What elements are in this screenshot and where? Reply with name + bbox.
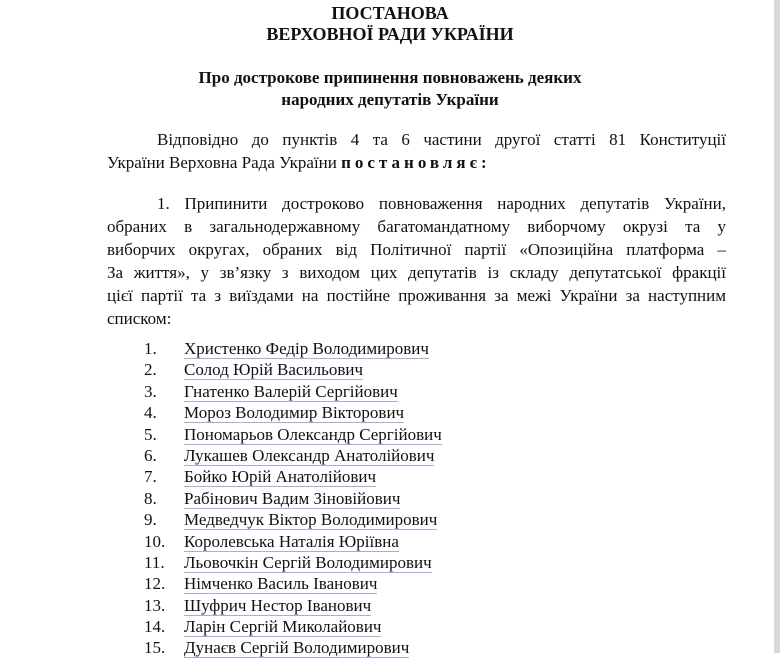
clause-line: списком: [107,309,172,328]
clause-line: виборчих округах, обраних від Політичної партії «Опозиційна платформа – [107,240,726,259]
preamble-line: Відповідно до пунктів 4 та 6 частини другої статті 81 Конституції [157,130,726,149]
list-item-number: 2. [144,360,157,380]
list-item [144,531,624,552]
list-item-number: 13. [144,595,166,615]
list-item-number: 7. [144,467,157,487]
list-item-number: 11. [144,552,165,572]
preamble-line [107,151,726,174]
list-item [144,359,624,380]
list-item [144,552,624,573]
list-item-name: Ларін Сергій Миколайович [184,617,382,637]
list-item [144,509,624,530]
list-item-number: 8. [144,488,157,508]
list-item-name: Бойко Юрій Анатолійович [184,467,376,487]
list-item-number: 15. [144,638,166,658]
preamble-keyword: постановляє: [341,153,491,172]
document-subject-line2: народних депутатів України [281,90,499,109]
list-item-name: Пономарьов Олександр Сергійович [184,424,442,444]
list-item-name: Мороз Володимир Вікторович [184,403,405,423]
list-item [144,616,624,637]
list-item-name: Німченко Василь Іванович [184,574,378,594]
list-item [144,338,624,359]
list-item [144,445,624,466]
list-item-number: 14. [144,617,166,637]
clause-line: За життя», у зв’язку з виходом цих депутатів із складу депутатської фракції [107,263,726,282]
list-item-number: 10. [144,531,166,551]
list-item-name: Гнатенко Валерій Сергійович [184,381,398,401]
list-item-name: Медведчук Віктор Володимирович [184,510,438,530]
clause-1-paragraph [107,192,726,330]
list-item-number: 5. [144,424,157,444]
list-item-number: 1. [144,339,157,358]
list-item-name: Шуфрич Нестор Іванович [184,595,372,615]
list-item [144,488,624,509]
list-item-name: Солод Юрій Васильович [184,360,363,380]
list-item [144,466,624,487]
list-item [144,637,624,658]
list-item-number: 3. [144,381,157,401]
list-item-name: Дунаєв Сергій Володимирович [184,638,410,658]
preamble-paragraph [107,128,726,174]
list-item [144,381,624,402]
list-item-number: 9. [144,510,157,530]
list-item-name: Рабінович Вадим Зіновійович [184,488,401,508]
list-item-number: 4. [144,403,157,423]
list-item-name: Лукашев Олександр Анатолійович [184,445,435,465]
list-item-number: 12. [144,574,166,594]
list-item-name: Королевська Наталія Юріївна [184,531,399,551]
preamble-text: України Верховна Рада України [107,153,342,172]
list-item-number: 6. [144,445,157,465]
clause-line: 1. Припинити достроково повноваження народних депутатів України, [157,194,726,213]
document-issuer: ВЕРХОВНОЇ РАДИ УКРАЇНИ [266,24,514,44]
deputies-list [144,338,624,659]
clause-line: цієї партії та з виїздами на постійне проживання за межі України за наступним [107,286,726,305]
list-item-name: Христенко Федір Володимирович [184,339,429,358]
clause-line: обраних в загальнодержавному багатомандатному виборчому окрузі та у [107,217,726,236]
list-item-name: Льовочкін Сергій Володимирович [184,552,432,572]
list-item [144,573,624,594]
document-subject-line1: Про дострокове припинення повноважень деяких [198,68,582,87]
list-item [144,595,624,616]
list-item [144,402,624,423]
document-title: ПОСТАНОВА [331,3,449,23]
list-item [144,424,624,445]
